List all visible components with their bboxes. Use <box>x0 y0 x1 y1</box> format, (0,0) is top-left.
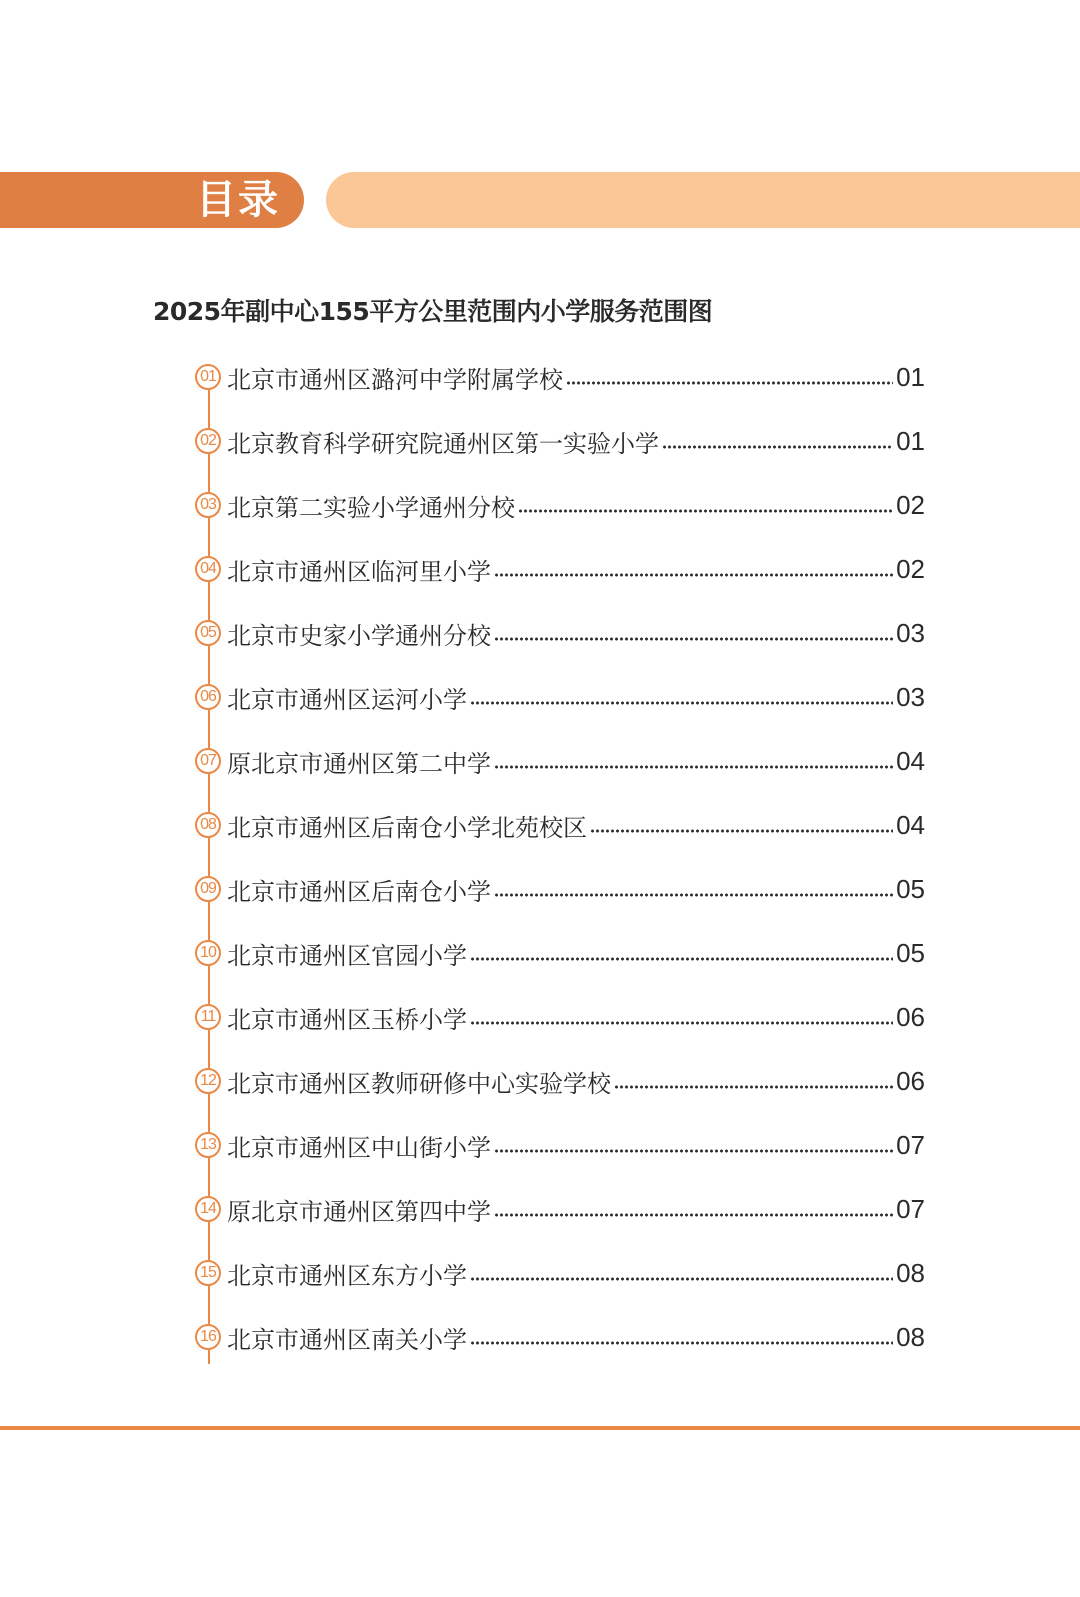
dot-leader <box>494 765 893 769</box>
toc-item[interactable] <box>195 1255 925 1291</box>
page-number: 07 <box>896 1129 925 1160</box>
toc-entry-title: 原北京市通州区第二中学 <box>227 749 491 778</box>
toc-item[interactable] <box>195 679 925 715</box>
number-badge: 15 <box>195 1260 221 1286</box>
page-number: 08 <box>896 1257 925 1288</box>
toc-item[interactable] <box>195 999 925 1035</box>
page-number: 05 <box>896 873 925 904</box>
number-badge: 13 <box>195 1132 221 1158</box>
number-badge: 04 <box>195 556 221 582</box>
section-title: 2025年副中心155平方公里范围内小学服务范围图 <box>153 297 713 326</box>
dot-leader <box>494 1149 893 1153</box>
toc-entry-title: 北京市史家小学通州分校 <box>227 621 491 650</box>
footer-divider <box>0 1426 1080 1430</box>
toc-entry-title: 北京市通州区官园小学 <box>227 941 467 970</box>
toc-entry-title: 北京教育科学研究院通州区第一实验小学 <box>227 429 659 458</box>
page-number: 05 <box>896 937 925 968</box>
dot-leader <box>470 1341 893 1345</box>
toc-item[interactable] <box>195 935 925 971</box>
page-number: 01 <box>896 425 925 456</box>
toc-entry-title: 北京市通州区临河里小学 <box>227 557 491 586</box>
toc-entry-title: 北京市通州区后南仓小学北苑校区 <box>227 813 587 842</box>
page-number: 02 <box>896 489 925 520</box>
toc-entry-title: 北京市通州区后南仓小学 <box>227 877 491 906</box>
number-badge: 05 <box>195 620 221 646</box>
page-number: 01 <box>896 361 925 392</box>
dot-leader <box>614 1085 893 1089</box>
page-number: 08 <box>896 1321 925 1352</box>
toc-entry-title: 北京市通州区潞河中学附属学校 <box>227 365 563 394</box>
toc-item[interactable] <box>195 487 925 523</box>
number-badge: 12 <box>195 1068 221 1094</box>
toc-entry-title: 北京市通州区玉桥小学 <box>227 1005 467 1034</box>
toc-item[interactable] <box>195 807 925 843</box>
number-badge: 16 <box>195 1324 221 1350</box>
page-number: 06 <box>896 1001 925 1032</box>
toc-item[interactable] <box>195 871 925 907</box>
toc-entry-title: 北京第二实验小学通州分校 <box>227 493 515 522</box>
page-number: 03 <box>896 681 925 712</box>
dot-leader <box>470 1021 893 1025</box>
dot-leader <box>470 701 893 705</box>
toc-item[interactable] <box>195 1127 925 1163</box>
page-number: 06 <box>896 1065 925 1096</box>
dot-leader <box>494 1213 893 1217</box>
dot-leader <box>470 957 893 961</box>
toc-item[interactable] <box>195 743 925 779</box>
toc-item[interactable] <box>195 1063 925 1099</box>
number-badge: 08 <box>195 812 221 838</box>
toc-entry-title: 北京市通州区东方小学 <box>227 1261 467 1290</box>
toc-item[interactable] <box>195 1319 925 1355</box>
dot-leader <box>494 573 893 577</box>
toc-entry-title: 北京市通州区运河小学 <box>227 685 467 714</box>
toc-item[interactable] <box>195 551 925 587</box>
toc-item[interactable] <box>195 359 925 395</box>
number-badge: 07 <box>195 748 221 774</box>
number-badge: 02 <box>195 428 221 454</box>
number-badge: 14 <box>195 1196 221 1222</box>
toc-entry-title: 北京市通州区南关小学 <box>227 1325 467 1354</box>
dot-leader <box>470 1277 893 1281</box>
page-number: 07 <box>896 1193 925 1224</box>
page-number: 04 <box>896 809 925 840</box>
toc-item[interactable] <box>195 1191 925 1227</box>
dot-leader <box>662 445 893 449</box>
toc-entry-title: 原北京市通州区第四中学 <box>227 1197 491 1226</box>
dot-leader <box>518 509 893 513</box>
toc-item[interactable] <box>195 423 925 459</box>
number-badge: 03 <box>195 492 221 518</box>
number-badge: 01 <box>195 364 221 390</box>
dot-leader <box>566 381 893 385</box>
page-number: 04 <box>896 745 925 776</box>
number-badge: 11 <box>195 1004 221 1030</box>
number-badge: 06 <box>195 684 221 710</box>
page-number: 02 <box>896 553 925 584</box>
toc-entry-title: 北京市通州区中山街小学 <box>227 1133 491 1162</box>
toc-entry-title: 北京市通州区教师研修中心实验学校 <box>227 1069 611 1098</box>
dot-leader <box>494 637 893 641</box>
page-number: 03 <box>896 617 925 648</box>
number-badge: 09 <box>195 876 221 902</box>
toc-item[interactable] <box>195 615 925 651</box>
page-title: 目录 <box>196 177 280 223</box>
number-badge: 10 <box>195 940 221 966</box>
dot-leader <box>494 893 893 897</box>
dot-leader <box>590 829 893 833</box>
